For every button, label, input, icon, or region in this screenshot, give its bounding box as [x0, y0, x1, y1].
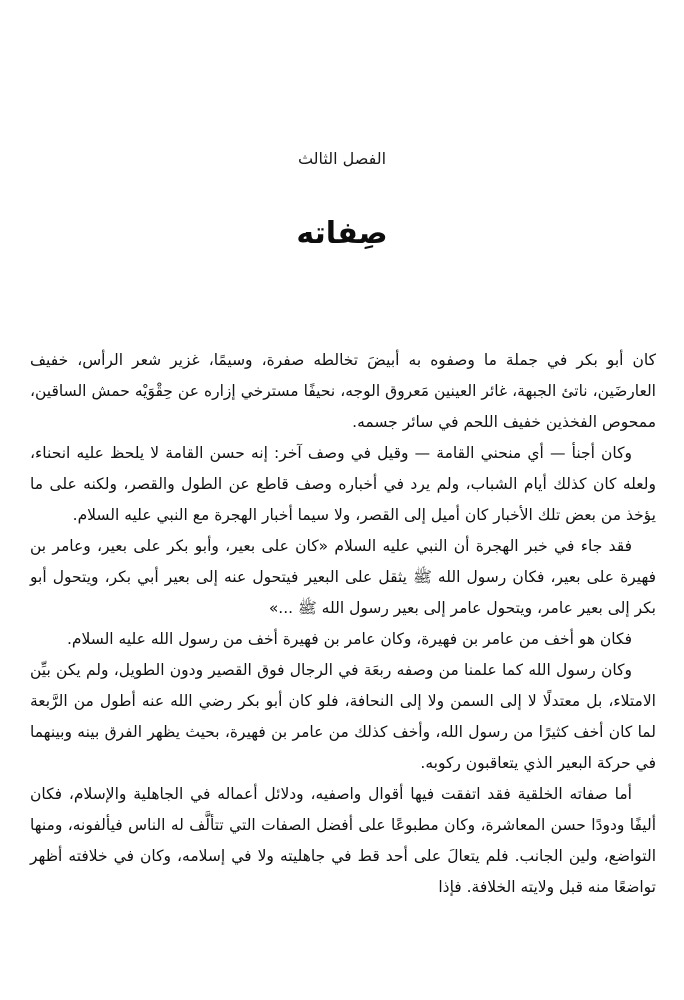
chapter-title: صِفاته	[296, 216, 388, 251]
body-text	[30, 345, 656, 903]
paragraph: وكان رسول الله كما علمنا من وصفه ربعَة في الرجال فوق القصير ودون الطويل، ولم يكن بيِّن الامتلاء، بل معتدلًا لا إلى السمن ولا إلى النحافة، فلو كان أبو بكر رضي الله عنه أطول من الرَّبعة لما كان أخف كثيرًا من رسول الله، وأخف كذلك من عامر بن فهيرة، بحيث يظهر الفرق بينه وبينهما في حركة البعير الذي يتعاقبون ركوبه.	[30, 661, 656, 772]
paragraph: كان أبو بكر في جملة ما وصفوه به أبيضَ تخالطه صفرة، وسيمًا، غزير شعر الرأس، خفيف العارضَين، ناتئ الجبهة، غائر العينين مَعروق الوجه، نحيفًا مسترخي إزاره عن حِقْوَيْه حمش الساقين، ممحوص الفخذين خفيف اللحم في سائر جسمه.	[30, 351, 656, 431]
paragraph: وكان أجنأ — أي منحني القامة — وقيل في وصف آخر: إنه حسن القامة لا يلحظ عليه انحناء، ولعله كان كذلك أيام الشباب، ولم يرد في أخباره وصف قاطع عن الطول والقصر، ولكنه على ما يؤخذ من بعض تلك الأخبار كان أميل إلى القصر، ولا سيما أخبار الهجرة مع النبي عليه السلام.	[30, 444, 656, 524]
paragraph: أما صفاته الخلقية فقد اتفقت فيها أقوال واصفيه، ودلائل أعماله في الجاهلية والإسلام، فكان أليفًا ودودًا حسن المعاشرة، وكان مطبوعًا على أفضل الصفات التي تتألَّف له الناس فيألفونه، ومنها التواضع، ولين الجانب. فلم يتعالَ على أحد قط في جاهليته ولا في إسلامه، وكان في خلافته أظهر تواضعًا منه قبل ولايته الخلافة. فإذا	[30, 785, 656, 896]
paragraph: فكان هو أخف من عامر بن فهيرة، وكان عامر بن فهيرة أخف من رسول الله عليه السلام.	[66, 630, 632, 648]
chapter-label: الفصل الثالث	[297, 149, 387, 168]
paragraph: فقد جاء في خبر الهجرة أن النبي عليه السلام «كان على بعير، وأبو بكر على بعير، وعامر بن فهيرة على بعير، فكان رسول الله ﷺ يثقل على البعير فيتحول عنه إلى بعير أبي بكر، ويتحول أبو بكر إلى بعير عامر، ويتحول عامر إلى بعير رسول الله ﷺ ...»	[30, 537, 656, 617]
